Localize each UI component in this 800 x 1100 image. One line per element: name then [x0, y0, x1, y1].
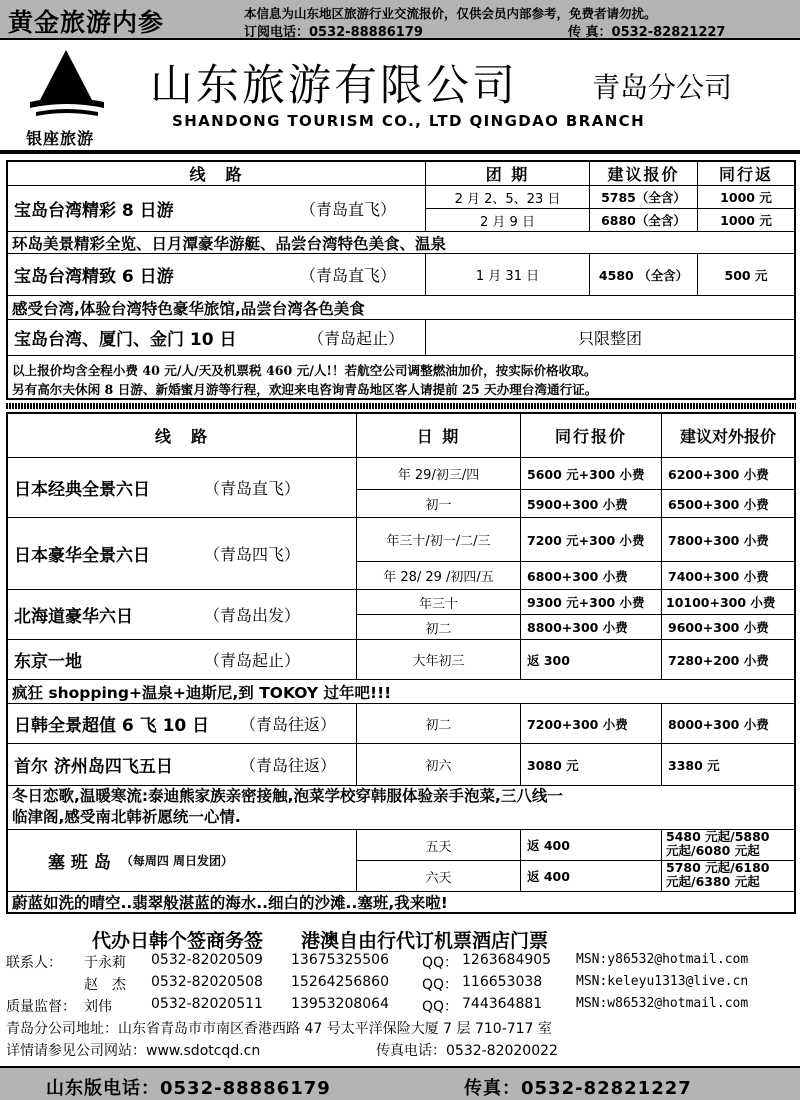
- peer-price: 9300 元+300 小费: [521, 590, 662, 615]
- contact-msn[interactable]: MSN:w86532@hotmail.com: [576, 996, 749, 1011]
- tour-date: 年 29/初三/四: [357, 458, 521, 490]
- retail-price-line: 元起/6080 元起: [666, 843, 760, 858]
- peer-price: 返 400: [521, 830, 662, 861]
- tour-date: 五天: [357, 830, 521, 861]
- subscription-phone: 订阅电话：0532-88886179: [244, 25, 423, 40]
- highlight-line: 冬日恋歌,温暖寒流:泰迪熊家族亲密接触,泡菜学校穿韩服体验亲手泡菜,三八线一: [12, 787, 563, 805]
- peer-price: 返 300: [521, 640, 662, 680]
- newsletter-title: 黄金旅游内参: [8, 8, 165, 37]
- tour-date: 大年初三: [357, 640, 521, 680]
- tour-date: 年三十/初一/二/三: [357, 518, 521, 562]
- branch-address: 青岛分公司地址：山东省青岛市市南区香港西路 47 号太平洋保险大厦 7 层 710-717 室: [6, 1021, 552, 1037]
- tour-name: 日本豪华全景六日: [14, 546, 150, 566]
- peer-price: 5600 元+300 小费: [521, 458, 662, 490]
- peer-price: 8800+300 小费: [521, 615, 662, 640]
- contact-name: 于永莉: [84, 955, 126, 971]
- col-header-route: 线 路: [8, 162, 426, 186]
- contact-mobile: 13675325506: [291, 952, 389, 968]
- retail-price: 7800+300 小费: [662, 518, 794, 562]
- tour-flight: （青岛出发）: [204, 606, 301, 625]
- contact-msn[interactable]: MSN:y86532@hotmail.com: [576, 952, 749, 967]
- tour-date: 初一: [357, 490, 521, 518]
- retail-price: 8000+300 小费: [662, 704, 794, 744]
- tour-date: 1 月 31 日: [426, 254, 590, 296]
- qq-label: QQ：: [422, 955, 459, 971]
- peer-price: 6800+300 小费: [521, 562, 662, 590]
- col-header-peer-price: 同行报价: [521, 414, 662, 458]
- contact-qq: 744364881: [462, 996, 543, 1012]
- col-header-dates: 日 期: [357, 414, 521, 458]
- tour-rebate: 1000 元: [698, 186, 794, 209]
- section-divider: [6, 403, 796, 409]
- tour-schedule: （每周四 周日发团）: [120, 854, 234, 868]
- tour-name: 宝岛台湾、厦门、金门 10 日: [14, 330, 237, 350]
- footer-fax: 传真：0532-82821227: [464, 1078, 692, 1099]
- tour-date: 年三十: [357, 590, 521, 615]
- banner-fax: 传 真：0532-82821227: [568, 25, 726, 40]
- group-only-note: 只限整团: [426, 320, 794, 356]
- qq-label: QQ：: [422, 999, 459, 1015]
- tour-date: 初六: [357, 744, 521, 786]
- contact-phone: 0532-82020508: [151, 974, 263, 990]
- company-name-cn: 山东旅游有限公司: [150, 61, 518, 111]
- tour-flight: （青岛直飞）: [300, 200, 397, 219]
- retail-price-line: 5480 元起/5880: [666, 830, 770, 844]
- tour-price: 4580 （全含）: [590, 254, 698, 296]
- col-header-dates: 团 期: [426, 162, 590, 186]
- taiwan-tour-table: [6, 160, 796, 400]
- highlight-band: 疯狂 shopping+温泉+迪斯尼,到 TOKOY 过年吧!!!: [8, 680, 794, 704]
- tour-date: 2 月 9 日: [426, 209, 590, 232]
- retail-price: 10100+300 小费: [662, 590, 794, 615]
- price-note: 以上报价均含全程小费 40 元/人/天及机票税 460 元/人!！若航空公司调整燃油加价，按实际价格收取。: [12, 363, 597, 378]
- table-row: [8, 830, 357, 892]
- peer-price: 返 400: [521, 861, 662, 892]
- retail-price: 7400+300 小费: [662, 562, 794, 590]
- table-row: [8, 186, 426, 232]
- table-row: [8, 640, 357, 680]
- tour-name: 东京一地: [14, 652, 82, 672]
- logo-text: 银座旅游: [26, 129, 95, 148]
- contact-msn[interactable]: MSN:keleyu1313@live.cn: [576, 974, 749, 989]
- retail-price: [662, 830, 794, 861]
- tour-name: 北海道豪华六日: [14, 607, 133, 627]
- highlight-line: 临津阁,感受南北韩祈愿统一心情.: [12, 808, 241, 826]
- table-row: [8, 254, 426, 296]
- tour-flight: （青岛往返）: [240, 715, 337, 734]
- highlight-band: 蔚蓝如洗的晴空..翡翠般湛蓝的海水..细白的沙滩..塞班,我来啦!: [12, 894, 448, 912]
- qq-label: QQ：: [422, 977, 459, 993]
- contact-qq: 1263684905: [462, 952, 552, 968]
- tour-flight: （青岛直飞）: [204, 479, 301, 498]
- tour-name: 宝岛台湾精彩 8 日游: [14, 201, 174, 221]
- peer-price: 7200+300 小费: [521, 704, 662, 744]
- company-name-en: SHANDONG TOURISM CO., LTD QINGDAO BRANCH: [172, 112, 646, 130]
- tour-flight: （青岛起止）: [308, 329, 405, 348]
- tour-price: 6880（全含）: [590, 209, 698, 232]
- tour-date: 初二: [357, 704, 521, 744]
- table-row: [8, 744, 357, 786]
- tour-price: 5785（全含）: [590, 186, 698, 209]
- tour-name: 日本经典全景六日: [14, 480, 150, 500]
- contact-name: 刘伟: [84, 999, 112, 1015]
- col-header-retail-price: 建议对外报价: [662, 414, 794, 458]
- tour-rebate: 500 元: [698, 254, 794, 296]
- tour-flight: （青岛四飞）: [204, 545, 301, 564]
- contact-label: 质量监督：: [6, 999, 76, 1015]
- retail-price: 3380 元: [662, 744, 794, 786]
- peer-price: 3080 元: [521, 744, 662, 786]
- tour-date: 2 月 2、5、23 日: [426, 186, 590, 209]
- company-website[interactable]: 详情请参见公司网站：www.sdotcqd.cn: [6, 1043, 261, 1059]
- footer-phone: 山东版电话：0532-88886179: [46, 1078, 331, 1099]
- tour-flight: （青岛直飞）: [300, 266, 397, 285]
- contact-qq: 116653038: [462, 974, 543, 990]
- highlight-band: 环岛美景精彩全览、日月潭豪华游艇、品尝台湾特色美食、温泉: [8, 232, 794, 254]
- retail-price-line: 元起/6380 元起: [666, 874, 760, 889]
- table-row: [8, 320, 426, 356]
- tour-date: 初二: [357, 615, 521, 640]
- top-banner: [0, 0, 800, 40]
- contact-label: 联系人：: [6, 955, 62, 971]
- table-row: [8, 704, 357, 744]
- tour-rebate: 1000 元: [698, 209, 794, 232]
- retail-price: 6200+300 小费: [662, 458, 794, 490]
- header-divider: [0, 150, 800, 154]
- tour-name: 塞 班 岛: [48, 853, 111, 873]
- retail-price-line: 5780 元起/6180: [666, 861, 770, 875]
- branch-fax: 传真电话：0532-82020022: [376, 1043, 558, 1059]
- tour-name: 宝岛台湾精致 6 日游: [14, 267, 174, 287]
- asia-tour-table: [6, 412, 796, 914]
- tour-date: 年 28/ 29 /初四/五: [357, 562, 521, 590]
- footer-bar: [0, 1066, 800, 1100]
- peer-price: 7200 元+300 小费: [521, 518, 662, 562]
- company-logo-icon: [26, 48, 106, 126]
- tour-name: 首尔 济州岛四飞五日: [14, 757, 173, 777]
- highlight-band: 感受台湾,体验台湾特色豪华旅馆,品尝台湾各色美食: [8, 296, 794, 320]
- col-header-route: 线 路: [8, 414, 357, 458]
- retail-price: 9600+300 小费: [662, 615, 794, 640]
- table-row: [8, 518, 357, 590]
- contact-phone: 0532-82020511: [151, 996, 263, 1012]
- tour-name: 日韩全景超值 6 飞 10 日: [14, 716, 210, 736]
- contact-mobile: 15264256860: [291, 974, 389, 990]
- tour-flight: （青岛起止）: [204, 651, 301, 670]
- tour-date: 六天: [357, 861, 521, 892]
- retail-price: 7280+200 小费: [662, 640, 794, 680]
- peer-price: 5900+300 小费: [521, 490, 662, 518]
- contact-name: 赵 杰: [84, 977, 126, 993]
- retail-price: 6500+300 小费: [662, 490, 794, 518]
- retail-price: [662, 861, 794, 892]
- tour-flight: （青岛往返）: [240, 756, 337, 775]
- highlight-band: [8, 786, 794, 830]
- contact-phone: 0532-82020509: [151, 952, 263, 968]
- member-notice: 本信息为山东地区旅游行业交流报价，仅供会员内部参考，免费者请勿扰。: [244, 6, 657, 21]
- col-header-price: 建议报价: [590, 162, 698, 186]
- extra-tours-note: 另有高尔夫休闲 8 日游、新婚蜜月游等行程，欢迎来电咨询青岛地区客人请提前 25 天办理台湾通行证。: [12, 382, 598, 397]
- services-line: 代办日韩个签商务签 港澳自由行代订机票酒店门票: [92, 930, 549, 952]
- table-row: [8, 590, 357, 640]
- company-branch: 青岛分公司: [592, 71, 733, 104]
- table-row: [8, 458, 357, 518]
- contact-mobile: 13953208064: [291, 996, 389, 1012]
- col-header-rebate: 同行返: [698, 162, 794, 186]
